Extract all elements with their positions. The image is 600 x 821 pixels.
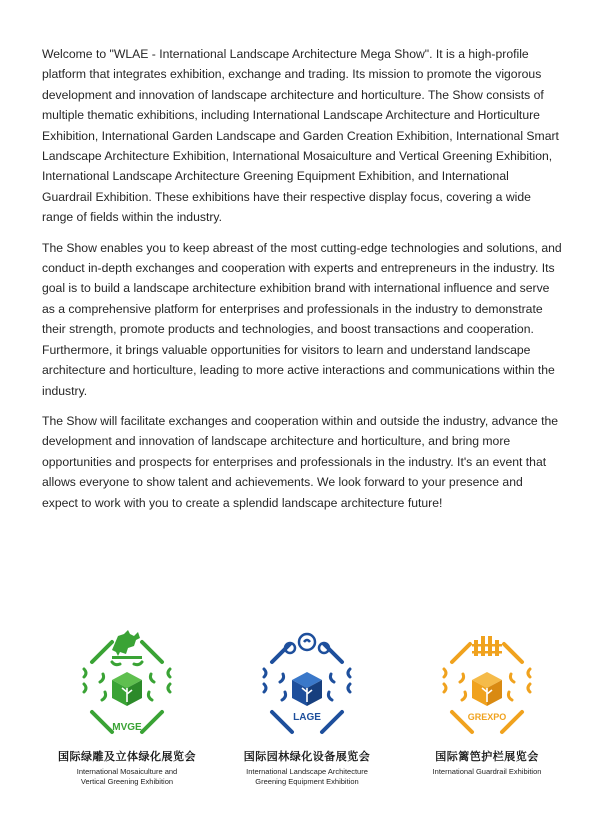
fence-icon [472, 636, 502, 656]
lage-name-en: International Landscape Architecture Greening Equipment Exhibition [246, 767, 368, 786]
lage-logo [252, 622, 362, 742]
cube-icon [112, 672, 142, 706]
lage-abbr: LAGE [293, 712, 321, 723]
exhibition-logos [0, 622, 600, 802]
gears-icon [285, 634, 329, 653]
intro-paragraph-3: The Show will facilitate exchanges and cooperation within and outside the industry, advance the development and innovation of landscape architecture and horticulture, and bring more opportunities and prospects for enterprises and professionals in the industry. It's an event that allows everyone to show talent and achievements. We look forward to your presence and expect to work with you to create a splendid landscape architecture future! [42, 413, 559, 510]
grexpo-abbr: GREXPO [467, 712, 507, 722]
intro-text [42, 44, 562, 523]
horse-icon [112, 630, 142, 659]
mvge-name-zh: 国际绿雕及立体绿化展览会 [58, 750, 196, 763]
grexpo-name-zh: 国际篱笆护栏展览会 [435, 750, 539, 763]
mvge-name-en: International Mosaiculture and Vertical Greening Exhibition [76, 767, 178, 786]
mvge-logo [72, 622, 182, 742]
lage-name-zh: 国际园林绿化设备展览会 [243, 750, 371, 763]
exhibit-grexpo [387, 622, 587, 777]
cube-icon [472, 672, 502, 706]
grexpo-name-en: International Guardrail Exhibition [432, 767, 542, 776]
cube-icon [292, 672, 322, 706]
grexpo-logo [432, 622, 542, 742]
exhibit-lage [207, 622, 407, 787]
intro-paragraph-2: The Show enables you to keep abreast of the most cutting-edge technologies and solutions, and conduct in-depth exchanges and cooperation with experts and entrepreneurs in the industry. Its goal is to build a landscape architecture exhibition brand with international influence and serve as a comprehensive platform for enterprises and professionals in the industry to demonstrate their strength, promote products and technologies, and boost transactions and cooperation. Furthermore, it brings valuable opportunities for visitors to learn and understand landscape architecture and horticulture, leading to more active interactions and communications within the industry. [42, 240, 562, 398]
intro-paragraph-1: Welcome to "WLAE - International Landscape Architecture Mega Show". It is a high-profile platform that integrates exhibition, exchange and trading. Its mission to promote the vigorous development and innovation of landscape architecture and horticulture. The Show consists of multiple thematic exhibitions, including International Landscape Architecture and Horticulture Exhibition, International Garden Landscape and Garden Creation Exhibition, International Smart Landscape Architecture Exhibition, International Mosaiculture and Vertical Greening Exhibition, International Landscape Architecture Greening Equipment Exhibition, and International Guardrail Exhibition. These exhibitions have their respective display focus, covering a wide range of fields within the industry. [42, 47, 559, 225]
exhibit-mvge [27, 622, 227, 787]
mvge-abbr: MVGE [112, 722, 142, 733]
